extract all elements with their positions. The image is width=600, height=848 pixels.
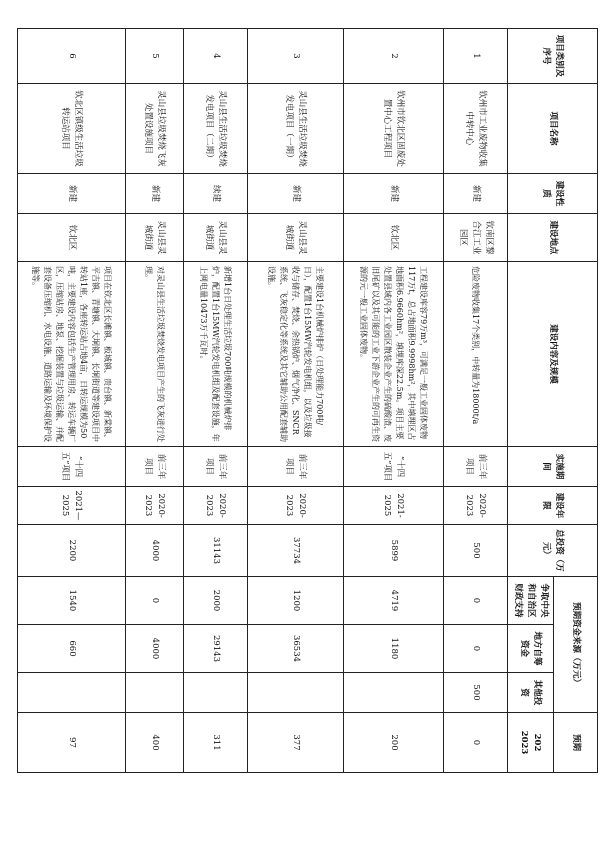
cell-location: 钦北区 — [344, 214, 444, 262]
cell-central: 1200 — [248, 577, 344, 625]
cell-years: 2020-2023 — [184, 487, 248, 525]
header-total: 总投资（万元） — [508, 525, 598, 577]
cell-plan: 311 — [184, 713, 248, 773]
cell-period: 前三年项目 — [184, 447, 248, 487]
table-row — [18, 29, 126, 773]
header-seq: 项目类别及序号 — [508, 29, 598, 84]
header-nature: 建设性质 — [508, 174, 598, 214]
header-other: 其他投资 — [508, 673, 554, 713]
cell-location: 钦北区 — [18, 214, 126, 262]
cell-period: 前三年项目 — [126, 447, 184, 487]
header-plan-group: 预期 — [554, 713, 598, 773]
cell-period: 前三年项目 — [444, 447, 508, 487]
cell-years: 2020-2023 — [248, 487, 344, 525]
table-row — [344, 29, 444, 773]
cell-nature: 新建 — [126, 174, 184, 214]
cell-content: 项目在钦北区长滩镇、板城镇、贵台镇、新棠镇、平吉镇、青塘镇、大垌镇、长垌街道等建设项目中转站1座，各座转运站占地4亩，日转运规模为50吨，主要建设内容包括生产管理用房、转运车辆厂区，压缩站房、地泵、挖掘装置与垃圾运输、并配套设备压缩机、水电设施、道路运输及环境保护设施等。 — [18, 262, 126, 447]
cell-name: 灵山县生活垃圾焚烧发电项目（二期） — [184, 84, 248, 174]
cell-name: 灵山县垃圾焚烧飞灰处置设施项目 — [126, 84, 184, 174]
cell-content: 工程建设库容79万m³，可满足一般工业固体废物117万t，总占地面积9.9998hm²，其中填埋区占地面积6.9660hm²，填埋库深22.5m。项目主要处置县域内各工业园区散装企业产生的硫酸渣、废旧尾矿以及其可能的工业下游企业产生的可再生资源的元一般工业固体废物。 — [344, 262, 444, 447]
cell-plan: 400 — [126, 713, 184, 773]
cell-nature: 新建 — [444, 174, 508, 214]
cell-central: 2000 — [184, 577, 248, 625]
cell-total: 5899 — [344, 525, 444, 577]
cell-nature: 新建 — [248, 174, 344, 214]
cell-total: 31143 — [184, 525, 248, 577]
cell-other — [248, 673, 344, 713]
cell-total: 500 — [444, 525, 508, 577]
cell-seq: 4 — [184, 29, 248, 84]
cell-central: 1540 — [18, 577, 126, 625]
cell-total: 4000 — [126, 525, 184, 577]
cell-location: 钦南区黎合江工业园区 — [444, 214, 508, 262]
header-years: 建设年限 — [508, 487, 598, 525]
cell-seq: 3 — [248, 29, 344, 84]
cell-plan: 200 — [344, 713, 444, 773]
cell-location: 灵山县灵城街道 — [126, 214, 184, 262]
header-location: 建设地点 — [508, 214, 598, 262]
cell-name: 钦北区镇级生活垃圾转运站项目 — [18, 84, 126, 174]
header-central: 争取中央和自治区财政支持 — [508, 577, 554, 625]
table-row — [248, 29, 344, 773]
cell-content: 对灵山县生活垃圾焚烧发电项目产生的飞灰进行处理。 — [126, 262, 184, 447]
cell-nature: 续建 — [184, 174, 248, 214]
cell-location: 灵山县灵城街道 — [184, 214, 248, 262]
cell-local: 660 — [18, 625, 126, 673]
cell-other — [126, 673, 184, 713]
cell-location: 灵山县灵城街道 — [248, 214, 344, 262]
cell-name: 灵山县生活垃圾焚烧发电项目（一期） — [248, 84, 344, 174]
cell-seq: 6 — [18, 29, 126, 84]
cell-local: 36534 — [248, 625, 344, 673]
cell-local: 29143 — [184, 625, 248, 673]
header-name: 项目名称 — [508, 84, 598, 174]
cell-content: 主要建设1台机械炉排炉（日处理能力700吨/日），配置1台15MW汽轮发电机组，以及垃圾接收与储存、焚烧、余热锅炉、烟气净化、SNCR系统、飞灰稳定化等系统及其它辅助公用配套辅助设施。 — [248, 262, 344, 447]
cell-local: 4000 — [126, 625, 184, 673]
cell-central: 4719 — [344, 577, 444, 625]
cell-other: 500 — [444, 673, 508, 713]
cell-total: 2200 — [18, 525, 126, 577]
header-funds-group: 预期资金来源（万元） — [554, 577, 598, 713]
cell-seq: 2 — [344, 29, 444, 84]
cell-content: 危险废物收集17个类别，中转量为18000t/a — [444, 262, 508, 447]
cell-period: “十四五”项目 — [18, 447, 126, 487]
table-row — [126, 29, 184, 773]
cell-years: 2020-2023 — [444, 487, 508, 525]
table-row — [184, 29, 248, 773]
cell-content: 新增1台日处理生活垃圾700吨规模的机械炉排炉，配置1台15MW汽轮发电机组及配套设施，年上网电量10473万千瓦时。 — [184, 262, 248, 447]
project-table — [17, 28, 598, 773]
cell-period: “十四五”项目 — [344, 447, 444, 487]
cell-other — [18, 673, 126, 713]
cell-nature: 新建 — [18, 174, 126, 214]
cell-plan: 0 — [444, 713, 508, 773]
cell-nature: 新建 — [344, 174, 444, 214]
table-row — [444, 29, 508, 773]
cell-name: 钦州市工业废物收集中转中心 — [444, 84, 508, 174]
cell-local: 0 — [444, 625, 508, 673]
header-period: 实施期间 — [508, 447, 598, 487]
cell-seq: 5 — [126, 29, 184, 84]
cell-plan: 97 — [18, 713, 126, 773]
cell-local: 1180 — [344, 625, 444, 673]
cell-name: 钦州市钦北区固废处置中心工程项目 — [344, 84, 444, 174]
cell-years: 2021-2025 — [344, 487, 444, 525]
header-plan-sub: 202 2023 — [508, 713, 554, 773]
cell-central: 0 — [126, 577, 184, 625]
cell-years: 2020-2023 — [126, 487, 184, 525]
cell-plan: 377 — [248, 713, 344, 773]
cell-other — [184, 673, 248, 713]
cell-total: 37734 — [248, 525, 344, 577]
header-local: 地方自筹资金 — [508, 625, 554, 673]
cell-seq: 1 — [444, 29, 508, 84]
header-content: 建设内容及规模 — [508, 262, 598, 447]
cell-central: 0 — [444, 577, 508, 625]
cell-other — [344, 673, 444, 713]
cell-period: 前三年项目 — [248, 447, 344, 487]
cell-years: 2021—2025 — [18, 487, 126, 525]
